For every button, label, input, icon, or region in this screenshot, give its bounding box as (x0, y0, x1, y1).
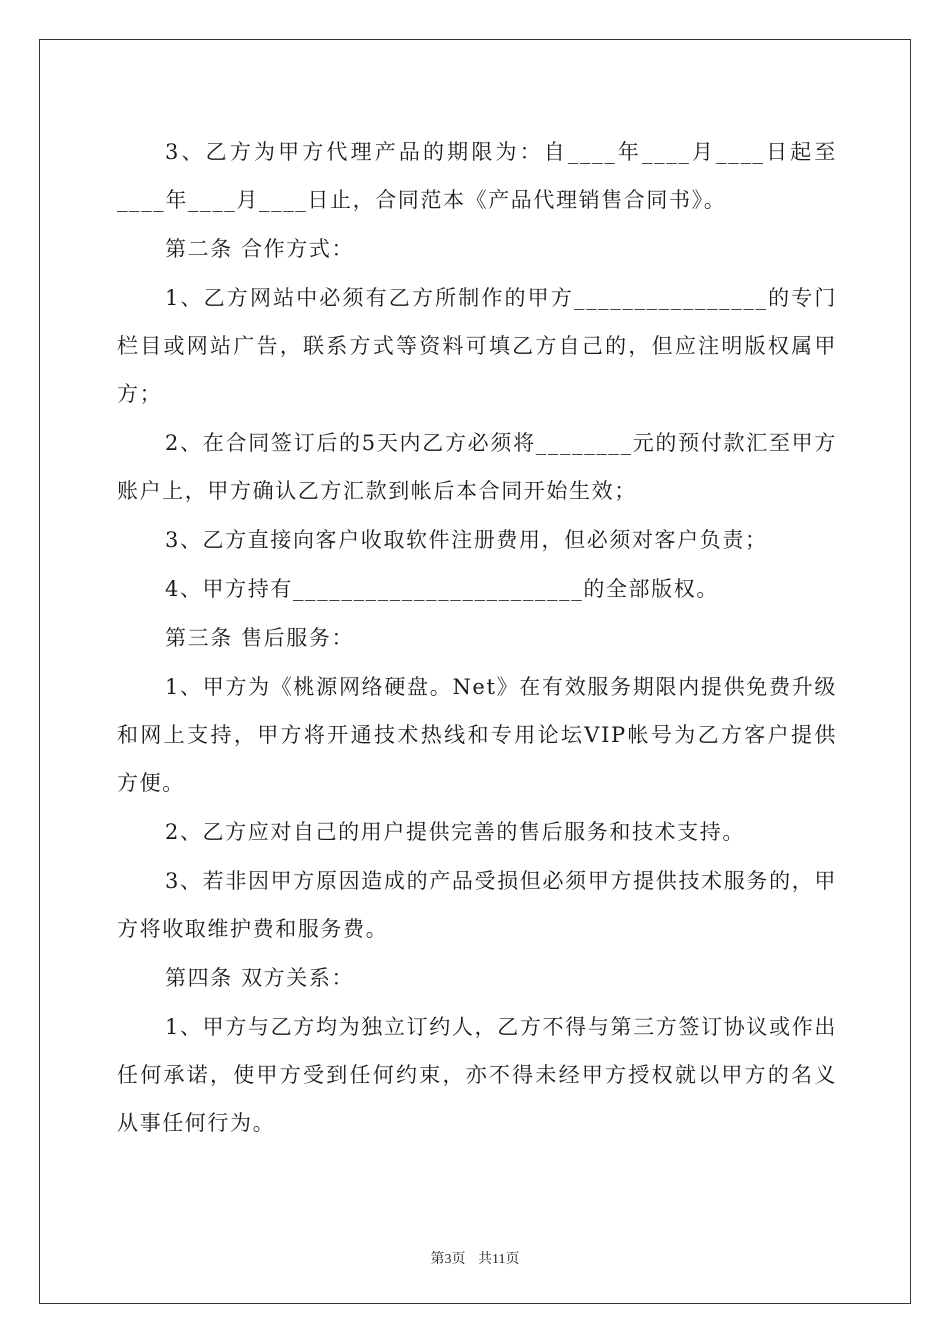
clause-3-term: 3、乙方为甲方代理产品的期限为：自____年____月____日起至____年____月____日止，合同范本《产品代理销售合同书》。 (117, 140, 837, 212)
article-2-item-3: 3、乙方直接向客户收取软件注册费用，但必须对客户负责； (165, 528, 768, 552)
document-body (117, 128, 837, 1148)
article-2-heading: 第二条 合作方式： (165, 237, 355, 261)
article-3-item-1: 1、甲方为《桃源网络硬盘。Net》在有效服务期限内提供免费升级和网上支持，甲方将开通技术热线和专用论坛VIP帐号为乙方客户提供方便。 (117, 675, 837, 795)
article-3-item-3: 3、若非因甲方原因造成的产品受损但必须甲方提供技术服务的，甲方将收取维护费和服务费。 (117, 869, 837, 941)
article-3-heading: 第三条 售后服务： (165, 626, 355, 650)
article-4-item-1: 1、甲方与乙方均为独立订约人，乙方不得与第三方签订协议或作出任何承诺，使甲方受到任何约束，亦不得未经甲方授权就以甲方的名义从事任何行为。 (117, 1015, 837, 1135)
article-4-heading: 第四条 双方关系： (165, 966, 355, 990)
article-2-item-1: 1、乙方网站中必须有乙方所制作的甲方________________的专门栏目或网站广告，联系方式等资料可填乙方自己的，但应注明版权属甲方； (117, 286, 837, 406)
page-number: 第3页 (430, 1252, 466, 1267)
article-2-item-2: 2、在合同签订后的5天内乙方必须将________元的预付款汇至甲方账户上，甲方确认乙方汇款到帐后本合同开始生效； (117, 431, 837, 503)
page-total: 共11页 (478, 1252, 520, 1267)
article-2-item-4: 4、甲方持有________________________的全部版权。 (165, 577, 719, 601)
article-3-item-2: 2、乙方应对自己的用户提供完善的售后服务和技术支持。 (165, 820, 745, 844)
page-footer (0, 1248, 950, 1268)
